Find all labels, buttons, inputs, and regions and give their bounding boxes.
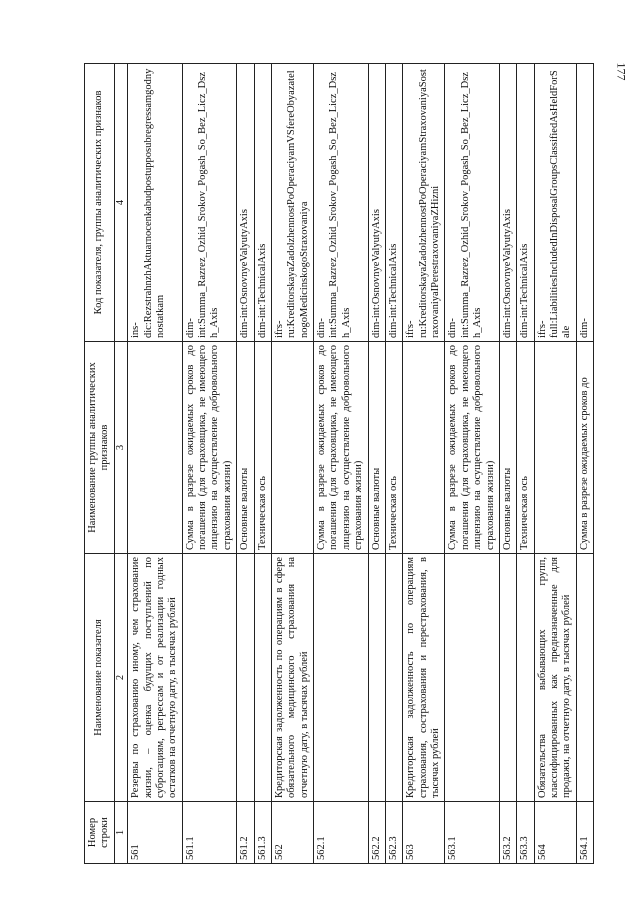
group-name-cell: Техническая ось: [254, 342, 271, 554]
code-cell: dim-int:Summa_Razrez_Ozhid_Srokov_Pogash_So_Bez_Licz_Dszh_Axis: [445, 64, 500, 342]
table-row: [128, 64, 183, 864]
code-cell: dim-: [576, 64, 593, 342]
indicator-name-cell: [368, 554, 385, 802]
row-number-cell: 561.2: [237, 802, 254, 864]
indicator-name-cell: Обязательства выбывающих групп, классифицированных как предназначенные для продажи, на отчетную дату, в тысячах рублей: [534, 554, 576, 802]
code-cell: ifrs-ru:KreditorskayaZadolzhennostPoOperaciyamVSfereObyazatelnogoMedicinskogoStraxovaniya: [271, 64, 313, 342]
table-row: [314, 64, 369, 864]
row-number-cell: 563.1: [445, 802, 500, 864]
column-number: 2: [114, 554, 127, 802]
table-row: [517, 64, 534, 864]
row-number-cell: 562: [271, 802, 313, 864]
indicator-name-cell: [254, 554, 271, 802]
row-number-cell: 563: [403, 802, 445, 864]
row-number-cell: 564.1: [576, 802, 593, 864]
table-row: [385, 64, 402, 864]
code-cell: dim-int:OsnovnyeValyutyAxis: [368, 64, 385, 342]
code-cell: dim-int:Summa_Razrez_Ozhid_Srokov_Pogash_So_Bez_Licz_Dszh_Axis: [314, 64, 369, 342]
group-name-cell: Техническая ось: [385, 342, 402, 554]
group-name-cell: Сумма в разрезе ожидаемых сроков до: [576, 342, 593, 554]
group-name-cell: Сумма в разрезе ожидаемых сроков до погашения (для страховщика, не имеющего лицензию на осуществление добровольного страхования жизни): [445, 342, 500, 554]
indicator-name-cell: [499, 554, 516, 802]
indicator-name-cell: [576, 554, 593, 802]
rotated-table-container: [84, 64, 614, 864]
group-name-cell: [128, 342, 183, 554]
indicator-name-cell: [237, 554, 254, 802]
indicator-name-cell: [385, 554, 402, 802]
header-indicator-name: Наименование показателя: [85, 554, 115, 802]
table-row: [182, 64, 237, 864]
indicator-name-cell: Кредиторская задолженность по операциям в сфере обязательного медицинского страхования на отчетную дату, в тысячах рублей: [271, 554, 313, 802]
document-page: [84, 64, 614, 864]
code-cell: ifrs-full:LiabilitiesIncludedInDisposalGroupsClassifiedAsHeldForSale: [534, 64, 576, 342]
group-name-cell: [271, 342, 313, 554]
table-row: [271, 64, 313, 864]
table-row: [368, 64, 385, 864]
group-name-cell: Техническая ось: [517, 342, 534, 554]
indicator-name-cell: [314, 554, 369, 802]
table-body: [128, 64, 594, 864]
row-number-cell: 564: [534, 802, 576, 864]
header-row-number: Номер строки: [85, 802, 115, 864]
group-name-cell: Основные валюты: [368, 342, 385, 554]
column-number: 1: [114, 802, 127, 864]
row-number-cell: 563.3: [517, 802, 534, 864]
column-number-row: [114, 64, 127, 864]
row-number-cell: 563.2: [499, 802, 516, 864]
code-cell: ifrs-ru:KreditorskayaZadolzhennostPoOperaciyamStraxovaniyaSostraxovaniyaIPerestraxovaniyaZHizni: [403, 64, 445, 342]
table-row: [534, 64, 576, 864]
group-name-cell: Основные валюты: [237, 342, 254, 554]
header-row: [85, 64, 115, 864]
column-number: 3: [114, 342, 127, 554]
row-number-cell: 562.2: [368, 802, 385, 864]
code-cell: dim-int:Summa_Razrez_Ozhid_Srokov_Pogash_So_Bez_Licz_Dszh_Axis: [182, 64, 237, 342]
table-row: [445, 64, 500, 864]
code-cell: dim-int:OsnovnyeValyutyAxis: [499, 64, 516, 342]
group-name-cell: Основные валюты: [499, 342, 516, 554]
indicator-name-cell: [182, 554, 237, 802]
page-number: 177: [614, 62, 629, 81]
indicator-name-cell: Резервы по страхованию иному, чем страхование жизни, – оценка будущих поступлений по суброгациям, регрессам и от реализации годных остатков на отчетную дату, в тысячах рублей: [128, 554, 183, 802]
code-cell: dim-int:TechnicalAxis: [517, 64, 534, 342]
table-row: [499, 64, 516, 864]
row-number-cell: 561.1: [182, 802, 237, 864]
group-name-cell: [403, 342, 445, 554]
group-name-cell: Сумма в разрезе ожидаемых сроков до погашения (для страховщика, не имеющего лицензию на осуществление добровольного страхования жизни): [314, 342, 369, 554]
code-cell: dim-int:OsnovnyeValyutyAxis: [237, 64, 254, 342]
row-number-cell: 561: [128, 802, 183, 864]
group-name-cell: [534, 342, 576, 554]
code-cell: dim-int:TechnicalAxis: [254, 64, 271, 342]
indicator-table: [84, 63, 594, 864]
indicator-name-cell: [517, 554, 534, 802]
header-group-name: Наименование группы аналитических признаков: [85, 342, 115, 554]
table-row: [237, 64, 254, 864]
row-number-cell: 562.1: [314, 802, 369, 864]
code-cell: ins-dic:RezstrahnzhAktuarnocenkabudpostupposubregressamgodnynostatkam: [128, 64, 183, 342]
code-cell: dim-int:TechnicalAxis: [385, 64, 402, 342]
indicator-name-cell: [445, 554, 500, 802]
header-code: Код показателя, группы аналитических признаков: [85, 64, 115, 342]
row-number-cell: 561.3: [254, 802, 271, 864]
table-row: [403, 64, 445, 864]
column-number: 4: [114, 64, 127, 342]
table-row: [254, 64, 271, 864]
table-row: [576, 64, 593, 864]
row-number-cell: 562.3: [385, 802, 402, 864]
indicator-name-cell: Кредиторская задолженность по операциям страхования, сострахования и перестрахования, в тысячах рублей: [403, 554, 445, 802]
group-name-cell: Сумма в разрезе ожидаемых сроков до погашения (для страховщика, не имеющего лицензию на осуществление добровольного страхования жизни): [182, 342, 237, 554]
